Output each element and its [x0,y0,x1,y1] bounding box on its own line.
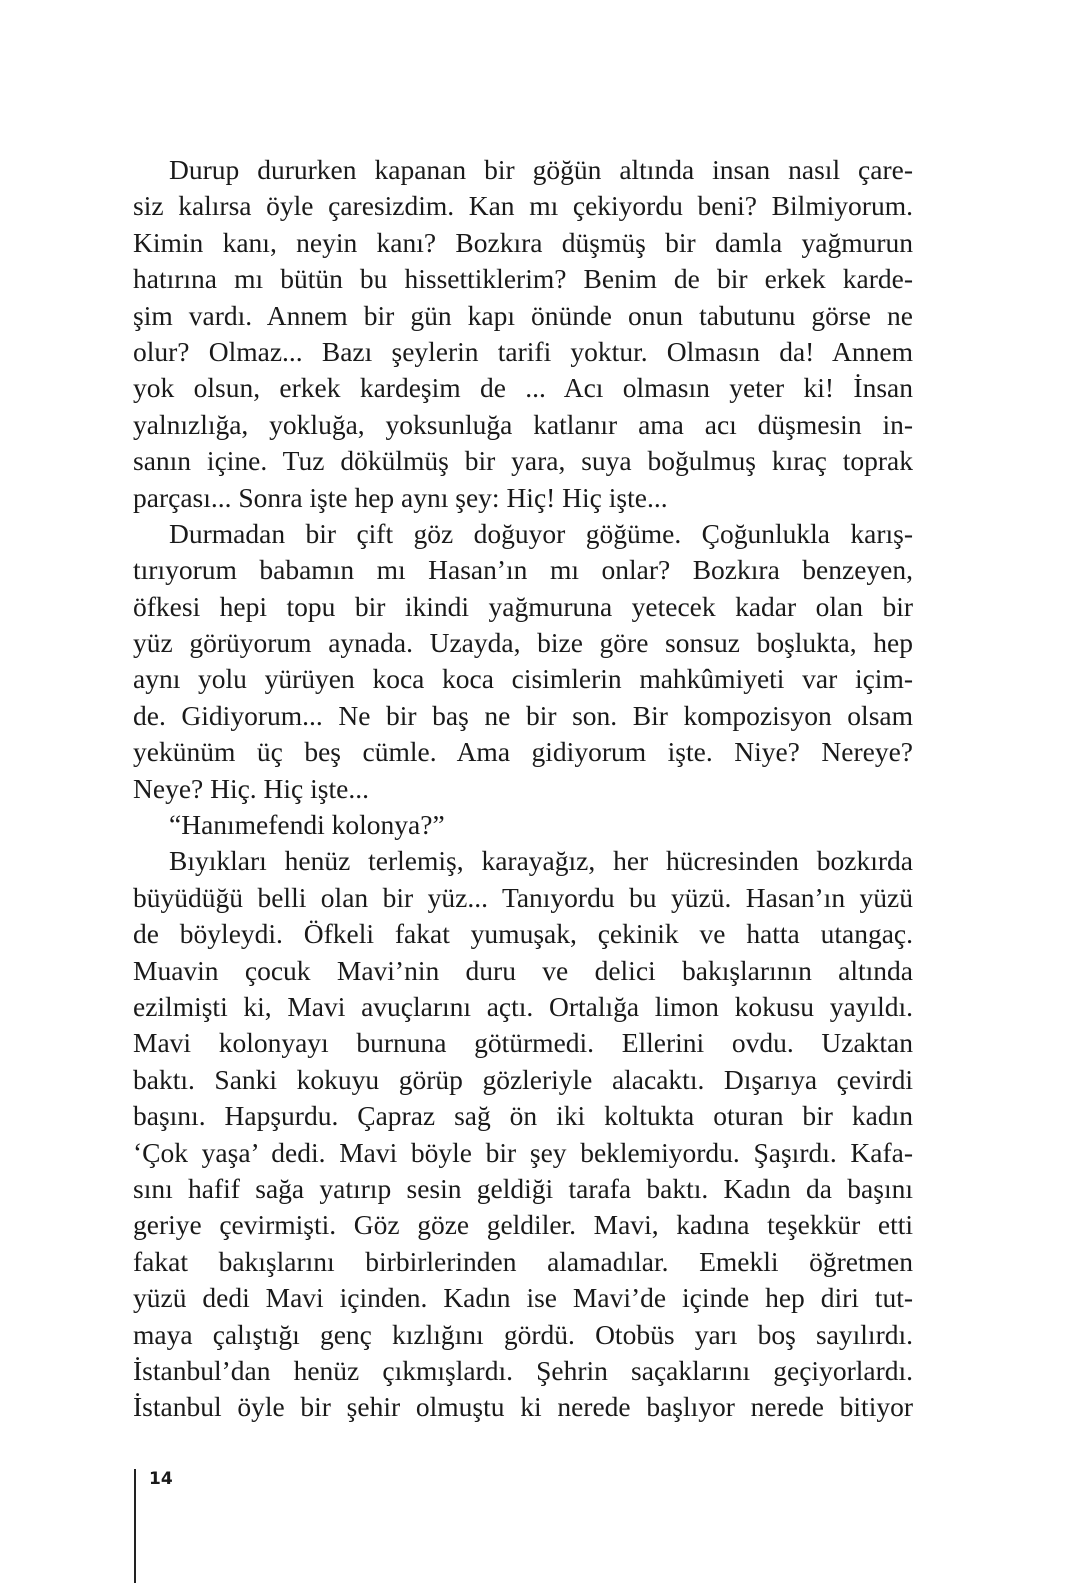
text-line: yekünüm üç beş cümle. Ama gidiyorum işte. Niye? Nereye? [133,736,913,768]
text-line: yok olsun, erkek kardeşim de ... Acı olmasın yeter ki! İnsan [133,372,913,404]
text-line: Kimin kanı, neyin kanı? Bozkıra düşmüş bir damla yağmurun [133,226,913,258]
text-line: geriye çevirmişti. Göz göze geldiler. Mavi, kadına teşekkür etti [133,1209,913,1241]
text-line: Mavi kolonyayı burnuna götürmedi. Ellerini ovdu. Uzaktan [133,1027,913,1059]
text-line: yalnızlığa, yokluğa, yoksunluğa katlanır ama acı düşmesin in- [133,408,913,440]
text-line: Muavin çocuk Mavi’nin duru ve delici bakışlarının altında [133,954,913,986]
text-line: İstanbul öyle bir şehir olmuştu ki nerede başlıyor nerede bitiyor [133,1391,913,1423]
text-line: yüz görüyorum aynada. Uzayda, bize göre sonsuz boşlukta, hep [133,627,913,659]
text-line: ezilmişti ki, Mavi avuçlarını açtı. Ortalığa limon kokusu yayıldı. [133,990,913,1022]
text-line: İstanbul’dan henüz çıkmışlardı. Şehrin saçaklarını geçiyorlardı. [133,1354,913,1386]
text-line: olur? Olmaz... Bazı şeylerin tarifi yoktur. Olmasın da! Annem [133,335,913,367]
page-margin-rule [134,1469,136,1583]
text-line: Durup dururken kapanan bir göğün altında insan nasıl çare- [169,154,913,185]
text-line: maya çalıştığı genç kızlığını gördü. Otobüs yarı boş sayılırdı. [133,1318,913,1350]
text-line: sanın içine. Tuz dökülmüş bir yara, suya boğulmuş kıraç toprak [133,445,913,477]
text-line: fakat bakışlarını birbirlerinden alamadılar. Emekli öğretmen [133,1245,913,1277]
text-line: de böyleydi. Öfkeli fakat yumuşak, çekinik ve hatta utangaç. [133,918,913,950]
text-line: de. Gidiyorum... Ne bir baş ne bir son. Bir kompozisyon olsam [133,699,913,731]
text-line: sını hafif sağa yatırıp sesin geldiği tarafa baktı. Kadın da başını [133,1172,913,1204]
text-line: parçası... Sonra işte hep aynı şey: Hiç! Hiç işte... [133,481,668,513]
page-number: 14 [149,1469,173,1489]
text-line: başını. Hapşurdu. Çapraz sağ ön iki koltukta oturan bir kadın [133,1100,913,1132]
text-line: tırıyorum babamın mı Hasan’ın mı onlar? Bozkıra benzeyen, [133,554,913,586]
text-line: “Hanımefendi kolonya?” [169,809,445,841]
text-line: yüzü dedi Mavi içinden. Kadın ise Mavi’de içinde hep diri tut- [133,1282,913,1314]
text-line: büyüdüğü belli olan bir yüz... Tanıyordu bu yüzü. Hasan’ın yüzü [133,881,913,913]
text-line: Durmadan bir çift göz doğuyor göğüme. Çoğunlukla karış- [169,517,913,549]
text-line: şim vardı. Annem bir gün kapı önünde onun tabutunu görse ne [133,299,913,331]
text-line: baktı. Sanki kokuyu görüp gözleriyle alacaktı. Dışarıya çevirdi [133,1063,913,1095]
text-line: Bıyıkları henüz terlemiş, karayağız, her hücresinden bozkırda [169,845,913,877]
text-line: öfkesi hepi topu bir ikindi yağmuruna yetecek kadar olan bir [133,590,913,622]
text-line: aynı yolu yürüyen koca koca cisimlerin mahkûmiyeti var içim- [133,663,913,695]
text-line: Neye? Hiç. Hiç işte... [133,772,369,804]
text-line: hatırına mı bütün bu hissettiklerim? Benim de bir erkek karde- [133,263,913,295]
text-line: siz kalırsa öyle çaresizdim. Kan mı çekiyordu beni? Bilmiyorum. [133,190,913,222]
body-text [133,152,913,1426]
text-line: ‘Çok yaşa’ dedi. Mavi böyle bir şey beklemiyordu. Şaşırdı. Kafa- [133,1136,913,1168]
